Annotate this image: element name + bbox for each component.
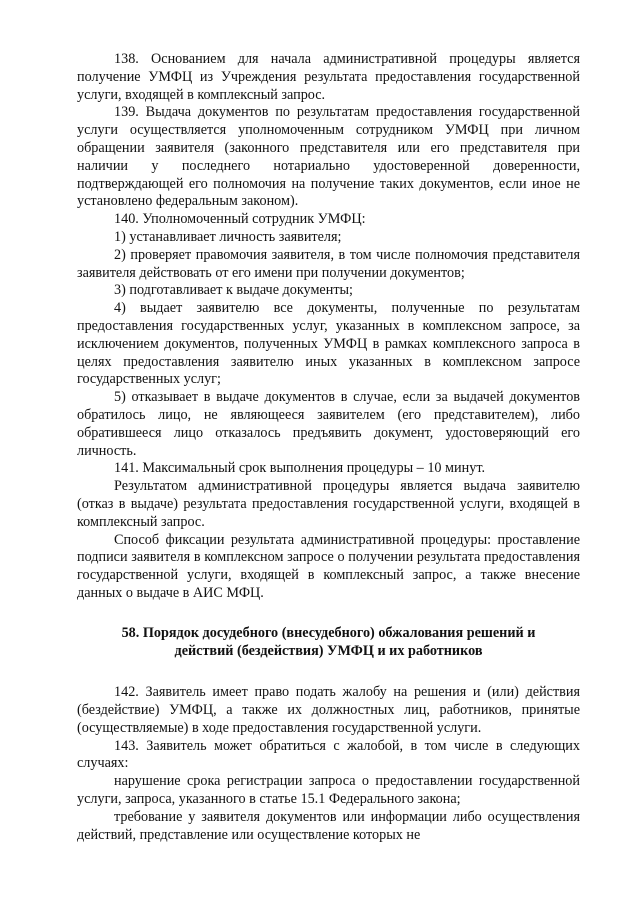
paragraph-140: 140. Уполномоченный сотрудник УМФЦ: bbox=[114, 211, 366, 228]
list-item-1: 1) устанавливает личность заявителя; bbox=[114, 228, 342, 245]
paragraph-143: 143. Заявитель может обратиться с жалобой, в том числе в следующих случаях: bbox=[77, 737, 580, 772]
case-document-requirement: требование у заявителя документов или информации либо осуществления действий, представление или осуществление которых не bbox=[77, 808, 580, 843]
case-deadline-violation: нарушение срока регистрации запроса о предоставлении государственной услуги, запроса, указанного в статье 15.1 Федерального закона; bbox=[77, 773, 580, 808]
paragraph-fixation-method: Способ фиксации результата административной процедуры: проставление подписи заявителя в комплексном запросе о получении результата предоставления государственной услуги, входящей в комплексный запрос, а также внесение данных о выдаче в АИС МФЦ. bbox=[77, 531, 580, 601]
paragraph-142: 142. Заявитель имеет право подать жалобу на решения и (или) действия (бездействие) УМФЦ, а также их должностных лиц, работников, принятые (осуществляемые) в ходе предоставления государственной услуги. bbox=[77, 684, 580, 736]
section-heading-58 bbox=[77, 625, 580, 661]
list-item-3: 3) подготавливает к выдаче документы; bbox=[114, 282, 353, 299]
list-item-4: 4) выдает заявителю все документы, полученные по результатам предоставления государственных услуг, указанных в комплексном запросе, за исключением документов, полученных УМФЦ в рамках комплексного запроса в целях предоставления заявителю иных указанных в комплексном запросе государственных услуг; bbox=[77, 300, 580, 388]
page-content bbox=[77, 51, 580, 844]
paragraph-result: Результатом административной процедуры является выдача заявителю (отказ в выдаче) результата предоставления государственной услуги, входящей в комплексный запрос. bbox=[77, 478, 580, 530]
paragraph-139: 139. Выдача документов по результатам предоставления государственной услуги осуществляется уполномоченным сотрудником УМФЦ при личном обращении заявителя (законного представителя или его представителя при наличии у последнего нотариально удостоверенной доверенности, подтверждающей его полномочия на получение таких документов, если иное не установлено федеральным законом). bbox=[77, 104, 580, 210]
section-heading-line1: 58. Порядок досудебного (внесудебного) обжалования решений и bbox=[121, 624, 536, 641]
paragraph-141: 141. Максимальный срок выполнения процедуры – 10 минут. bbox=[114, 460, 485, 477]
section-heading-line2: действий (бездействия) УМФЦ и их работников bbox=[174, 642, 483, 659]
list-item-5: 5) отказывает в выдаче документов в случае, если за выдачей документов обратилось лицо, не являющееся заявителем (его представителем), либо обратившееся лицо отказалось предъявить документ, удостоверяющий его личность. bbox=[77, 389, 580, 459]
paragraph-138: 138. Основанием для начала административной процедуры является получение УМФЦ из Учреждения результата предоставления государственной услуги, входящей в комплексный запрос. bbox=[77, 51, 580, 103]
list-item-2: 2) проверяет правомочия заявителя, в том числе полномочия представителя заявителя действовать от его имени при получении документов; bbox=[77, 246, 580, 281]
